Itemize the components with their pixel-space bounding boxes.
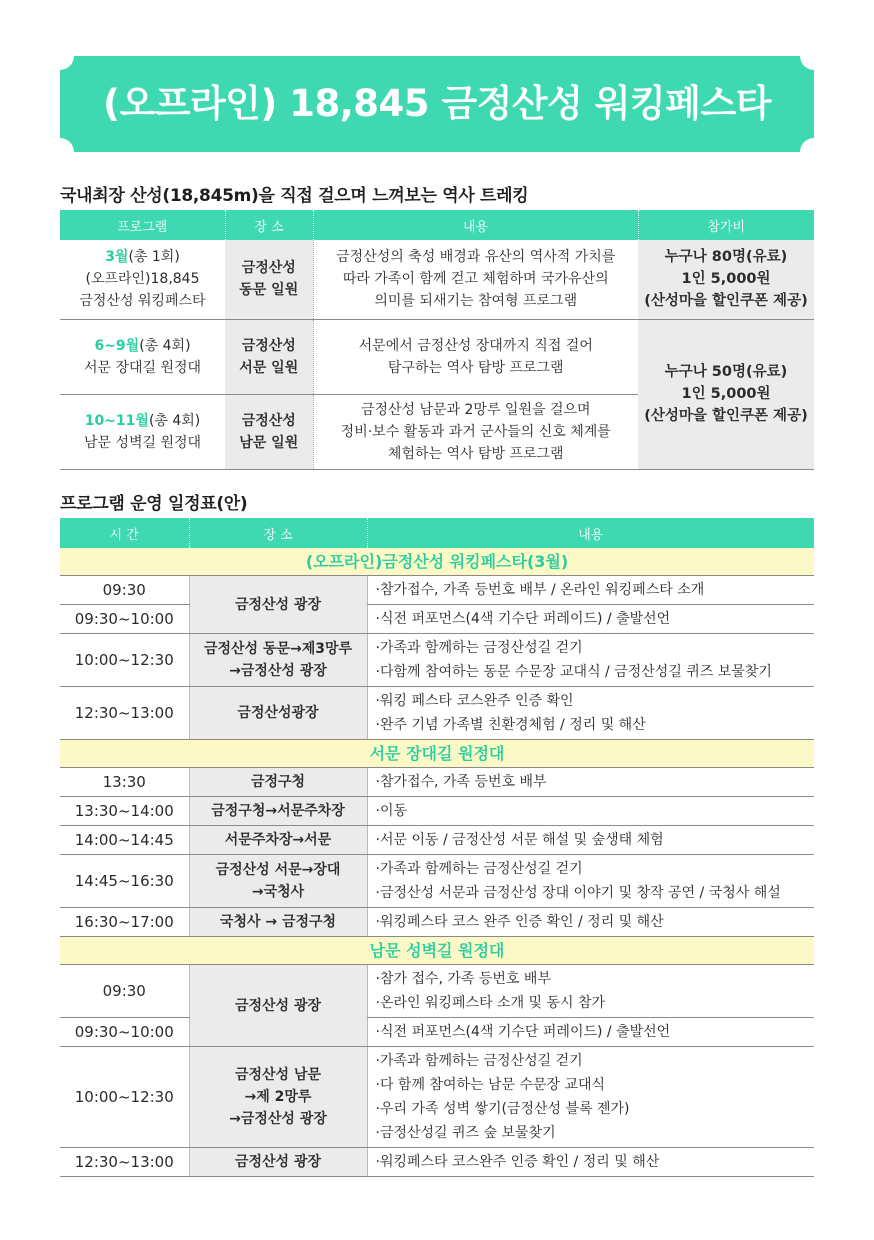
program-name: 금정산성 워킹페스타 [79,293,206,310]
column-header: 장 소 [189,518,367,548]
item-text: ·완주 기념 가족별 친환경체험 / 정리 및 해산 [375,717,646,733]
section-title: 남문 성벽길 원정대 [60,937,814,965]
page-title: (오프라인) 18,845 금정산성 워킹페스타 [103,82,771,125]
table-row [60,908,814,937]
item-cell [367,855,814,908]
schedule-table [60,518,814,1177]
program-overview-table [60,210,814,470]
table-row [60,855,814,908]
place-cell: 국청사 → 금정구청 [189,908,367,937]
item-cell: ·식전 퍼포먼스(4색 기수단 퍼레이드) / 출발선언 [367,605,814,634]
item-cell [367,1047,814,1148]
location-text: 서문 일원 [239,359,299,376]
fee-cell [638,240,814,319]
time-cell: 14:00~14:45 [60,826,189,855]
place-cell: 금정산성 광장 [189,1148,367,1177]
location-text: 동문 일원 [239,282,299,299]
place-cell [189,634,367,687]
item-cell: ·참가접수, 가족 등번호 배부 / 온라인 워킹페스타 소개 [367,576,814,605]
time-cell: 09:30 [60,965,189,1018]
place-text: 금정산성 남문 [234,1067,322,1083]
section-row [60,548,814,576]
time-cell: 10:00~12:30 [60,1047,189,1148]
location-text: 금정산성 [241,260,296,277]
item-text: ·금정산성길 퀴즈 숲 보물찾기 [375,1125,556,1141]
table-row [60,797,814,826]
item-text: ·참가 접수, 가족 등번호 배부 [375,971,551,987]
fee-text: 누구나 50명(유료) [664,364,788,380]
fee-text: (산성마을 할인쿠폰 제공) [644,293,808,310]
item-cell: ·식전 퍼포먼스(4색 기수단 퍼레이드) / 출발선언 [367,1018,814,1047]
item-text: ·우리 가족 성벽 쌓기(금정산성 블록 젠가) [375,1101,630,1117]
section-row [60,740,814,768]
location-text: 금정산성 [241,412,296,429]
place-text: 금정산성 동문→제3망루 [203,641,353,657]
time-cell: 09:30~10:00 [60,605,189,634]
program-count: (총 1회) [128,249,180,266]
program-month: 3월 [105,249,129,266]
program-cell [60,240,225,319]
time-cell: 09:30 [60,576,189,605]
location-text: 남문 일원 [239,434,299,451]
column-header: 내용 [313,210,638,240]
schedule-heading: 프로그램 운영 일정표(안) [60,494,248,514]
item-text: ·금정산성 서문과 금정산성 장대 이야기 및 창작 공연 / 국청사 해설 [375,885,781,901]
place-text: →금정산성 광장 [229,1111,327,1127]
place-text: →제 2망루 [244,1089,312,1105]
place-cell [189,855,367,908]
item-text: ·가족과 함께하는 금정산성길 걷기 [375,640,583,656]
time-cell: 13:30 [60,768,189,797]
description-cell [313,240,638,319]
table-row [60,319,814,394]
description-text: 체험하는 역사 탐방 프로그램 [387,445,564,462]
item-cell [367,687,814,740]
place-cell [189,1047,367,1148]
place-cell: 금정구청→서문주차장 [189,797,367,826]
table-row [60,1018,814,1047]
title-banner [60,56,814,152]
section-title: (오프라인)금정산성 워킹페스타(3월) [60,548,814,576]
table-header-row [60,518,814,548]
place-text: 금정산성 서문→장대 [215,862,341,878]
time-cell: 14:45~16:30 [60,855,189,908]
table-row [60,634,814,687]
fee-text: 1인 5,000원 [681,271,771,288]
fee-text: 누구나 80명(유료) [664,249,788,266]
table-row [60,1047,814,1148]
description-cell [313,319,638,394]
table-row [60,1148,814,1177]
table-row [60,240,814,319]
item-cell: ·참가접수, 가족 등번호 배부 [367,768,814,797]
description-text: 정비·보수 활동과 과거 군사들의 신호 체계를 [340,423,611,440]
time-cell: 09:30~10:00 [60,1018,189,1047]
item-cell: ·서문 이동 / 금정산성 서문 해설 및 숲생태 체험 [367,826,814,855]
item-cell [367,634,814,687]
item-cell: ·워킹페스타 코스완주 인증 확인 / 정리 및 해산 [367,1148,814,1177]
section-title: 서문 장대길 원정대 [60,740,814,768]
fee-text: 1인 5,000원 [681,386,771,402]
table-row [60,826,814,855]
program-count: (총 4회) [139,337,191,354]
fee-cell [638,319,814,469]
column-header: 내용 [367,518,814,548]
table-row [60,965,814,1018]
place-cell: 서문주차장→서문 [189,826,367,855]
description-text: 서문에서 금정산성 장대까지 직접 걸어 [358,337,593,354]
column-header: 장 소 [225,210,313,240]
item-cell: ·워킹페스타 코스 완주 인증 확인 / 정리 및 해산 [367,908,814,937]
time-cell: 10:00~12:30 [60,634,189,687]
location-cell [225,394,313,469]
table-row [60,687,814,740]
column-header: 프로그램 [60,210,225,240]
description-text: 탐구하는 역사 탐방 프로그램 [387,359,564,376]
section-row [60,937,814,965]
place-cell: 금정산성 광장 [189,576,367,634]
location-cell [225,319,313,394]
description-text: 의미를 되새기는 참여형 프로그램 [374,293,578,310]
place-text: →국청사 [251,884,305,900]
item-text: ·가족과 함께하는 금정산성길 걷기 [375,1053,583,1069]
table-row [60,576,814,605]
column-header: 시 간 [60,518,189,548]
location-text: 금정산성 [241,337,296,354]
item-text: ·가족과 함께하는 금정산성길 걷기 [375,861,583,877]
item-text: ·온라인 워킹페스타 소개 및 동시 참가 [375,995,606,1011]
program-name: 남문 성벽길 원정대 [83,434,202,451]
location-cell [225,240,313,319]
item-text: ·워킹 페스타 코스완주 인증 확인 [375,693,574,709]
program-count: (총 4회) [148,412,201,429]
place-text: →금정산성 광장 [229,663,327,679]
program-name: (오프라인)18,845 [85,271,200,288]
program-month: 6~9월 [94,337,140,354]
program-cell [60,394,225,469]
program-month: 10~11월 [84,412,149,429]
time-cell: 13:30~14:00 [60,797,189,826]
item-text: ·다함께 참여하는 동문 수문장 교대식 / 금정산성길 퀴즈 보물찾기 [375,664,772,680]
description-text: 금정산성의 축성 배경과 유산의 역사적 가치를 [336,249,616,266]
description-text: 따라 가족이 함께 걷고 체험하며 국가유산의 [342,271,609,288]
description-cell [313,394,638,469]
item-cell [367,965,814,1018]
time-cell: 12:30~13:00 [60,1148,189,1177]
fee-text: (산성마을 할인쿠폰 제공) [644,408,808,424]
place-cell: 금정산성광장 [189,687,367,740]
table-row [60,768,814,797]
overview-heading: 국내최장 산성(18,845m)을 직접 걸으며 느껴보는 역사 트레킹 [60,186,529,206]
table-header-row [60,210,814,240]
description-text: 금정산성 남문과 2망루 일원을 걸으며 [360,401,591,418]
table-row [60,605,814,634]
place-cell: 금정구청 [189,768,367,797]
time-cell: 16:30~17:00 [60,908,189,937]
place-cell: 금정산성 광장 [189,965,367,1047]
program-cell [60,319,225,394]
item-text: ·다 함께 참여하는 남문 수문장 교대식 [375,1077,606,1093]
time-cell: 12:30~13:00 [60,687,189,740]
item-cell: ·이동 [367,797,814,826]
column-header: 참가비 [638,210,814,240]
program-name: 서문 장대길 원정대 [83,359,202,376]
